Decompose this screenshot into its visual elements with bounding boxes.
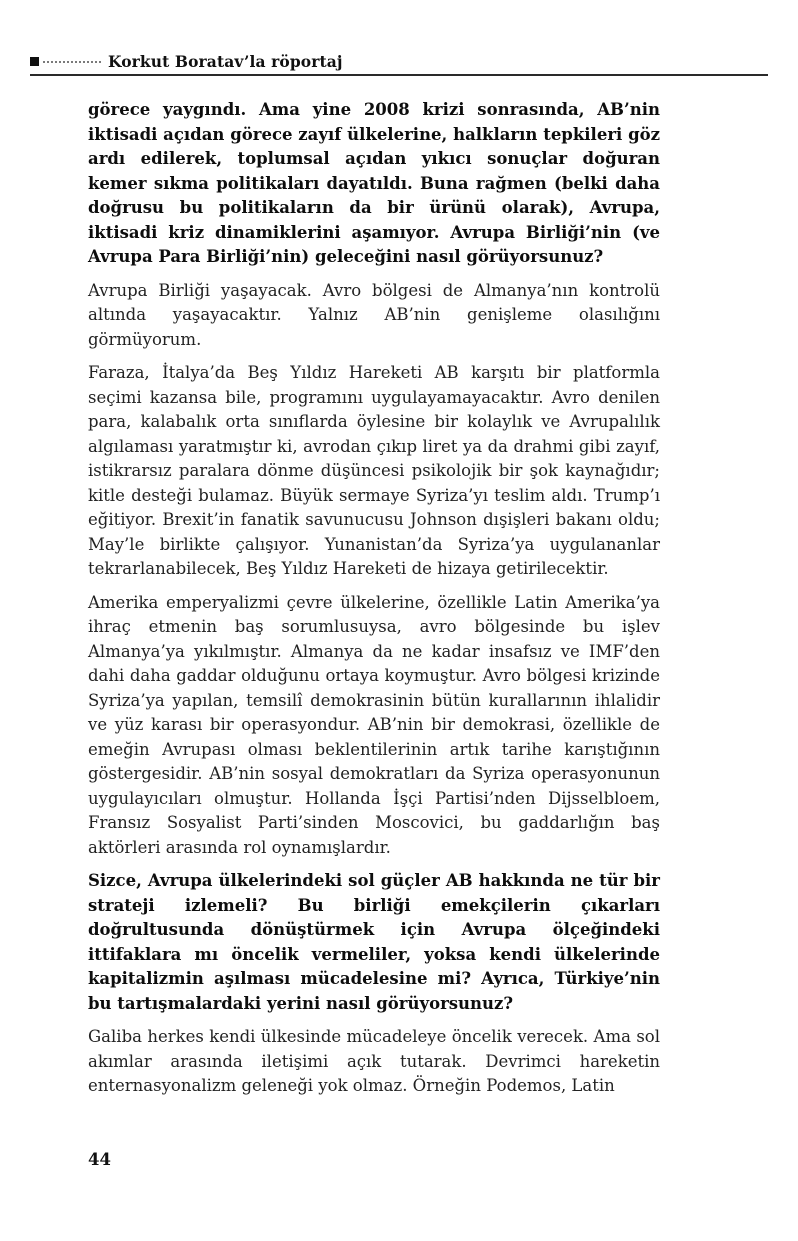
paragraph-answer: Avrupa Birliği yaşayacak. Avro bölgesi de Almanya’nın kontrolü altında yaşayacaktır. Yalnız AB’nin genişleme olasılığını görmüyorum. [88, 280, 660, 349]
dotted-line-icon [43, 61, 101, 63]
paragraph-question-continued: görece yaygındı. Ama yine 2008 krizi sonrasında, AB’nin iktisadi açıdan görece zayıf ülkelerine, halkların tepkileri göz ardı edilerek, toplumsal açıdan yıkıcı sonuçlar doğuran kemer sıkma politikaları dayatıldı. Buna rağmen (belki daha doğrusu bu politikaların da bir ürünü olarak), Avrupa, iktisadi kriz dinamiklerini aşamıyor. Avrupa Birliği’nin (ve Avrupa Para Birliği’nin) geleceğini nasıl görüyorsunuz? [88, 100, 660, 266]
running-header-title: Korkut Boratav’la röportaj [108, 52, 343, 71]
page-footer [88, 1150, 111, 1169]
page-body [88, 98, 660, 1108]
square-bullet-icon [30, 57, 39, 66]
paragraph-answer: Faraza, İtalya’da Beş Yıldız Hareketi AB karşıtı bir platformla seçimi kazansa bile, programını uygulayamayacaktır. Avro denilen para, kalabalık orta sınıflarda öylesine bir kolaylık ve Avrupalılık algılaması yaratmıştır ki, avrodan çıkıp liret ya da drahmi gibi zayıf, istikrarsız paralara dönme düşüncesi psikolojik bir şok kaynağıdır; kitle desteği bulamaz. Büyük sermaye Syriza’yı teslim aldı. Trump’ı eğitiyor. Brexit’in fanatik savunucusu Johnson dışişleri bakanı oldu; May’le birlikte çalışıyor. Yunanistan’da Syriza’ya uygulananlar tekrarlanabilecek, Beş Yıldız Hareketi de hizaya getirilecektir. [88, 363, 660, 578]
paragraph-answer: Amerika emperyalizmi çevre ülkelerine, özellikle Latin Amerika’ya ihraç etmenin baş sorumlusuysa, avro bölgesinde bu işlev Almanya’ya yıkılmıştır. Almanya da ne kadar insafsız ve IMF’den dahi daha gaddar olduğunu ortaya koymuştur. Avro bölgesi krizinde Syriza’ya yapılan, temsilî demokrasinin bütün kurallarının ihlalidir ve yüz karası bir operasyondur. AB’nin bir demokrasi, özellikle de emeğin Avrupası olması beklentilerinin artık tarihe karıştığının göstergesidir. AB’nin sosyal demokratları da Syriza operasyonunun uygulayıcıları olmuştur. Hollanda İşçi Partisi’nden Dijsselbloem, Fransız Sosyalist Parti’sinden Moscovici, bu gaddarlığın baş aktörleri arasında rol oynamışlardır. [88, 592, 660, 857]
paragraph-question: Sizce, Avrupa ülkelerindeki sol güçler AB hakkında ne tür bir strateji izlemeli? Bu birliği emekçilerin çıkarları doğrultusunda dönüştürmek için Avrupa ölçeğindeki ittifaklara mı öncelik vermeliler, yoksa kendi ülkelerinde kapitalizmin aşılması mücadelesine mi? Ayrıca, Türkiye’nin bu tartışmalardaki yerini nasıl görüyorsunuz? [88, 871, 660, 1013]
running-header [30, 52, 768, 71]
header-divider [30, 74, 768, 76]
page-number: 44 [88, 1150, 111, 1169]
paragraph-answer: Galiba herkes kendi ülkesinde mücadeleye öncelik verecek. Ama sol akımlar arasında iletişimi açık tutarak. Devrimci hareketin enternasyonalizm geleneği yok olmaz. Örneğin Podemos, Latin [88, 1027, 660, 1095]
